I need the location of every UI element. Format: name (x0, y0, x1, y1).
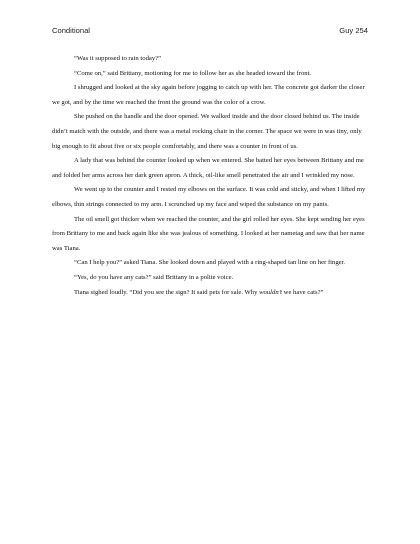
paragraph: She pushed on the handle and the door opened. We walked inside and the door closed behind us. The inside didn’t match with the outside, and there was a metal rocking chair in the corner. The space we were in was tiny, only big enough to fit about five or six people comfortably, and there was a counter in front of us. (52, 113, 362, 150)
body-text (52, 52, 368, 300)
paragraph: We went up to the counter and I rested my elbows on the surface. It was cold and sticky, and when I lifted my elbows, thin strings connected to my arm. I scrunched up my face and wiped the substance on my pants. (52, 186, 366, 208)
header-author-page-number: Guy 254 (339, 26, 368, 35)
emphasized-word: wouldn’t (259, 288, 282, 296)
paragraph-last (52, 286, 368, 301)
paragraph: “Can I help you?” asked Tiana. She looked down and played with a ring-shaped tan line on her finger. (74, 259, 346, 267)
paragraph: “Was it supposed to rain today?” (74, 55, 162, 62)
paragraph-text: Tiana sighed loudly. “Did you see the sign? It said pets for sale. Why (74, 288, 260, 296)
paragraph: A lady that was behind the counter looked up when we entered. She batted her eyes between Brittany and me and folded her arms across her dark green apron. A thick, oil-like smell penetrated the air and I wrinkled my nose. (52, 157, 364, 179)
paragraph: The oil smell got thicker when we reached the counter, and the girl rolled her eyes. She kept sending her eyes from Brittany to me and back again like she was jealous of something. I looked at her nametag and saw that her name was Tiana. (52, 215, 365, 252)
paragraph: I shrugged and looked at the sky again before jogging to catch up with her. The concrete got darker the closer we got, and by the time we reached the front the ground was the color of a crow. (52, 84, 365, 106)
paragraph-text: we have cats?” (281, 288, 324, 296)
paragraph: “Come on,” said Brittany, motioning for me to follow her as she headed toward the front. (74, 69, 312, 77)
page-header (52, 26, 368, 38)
paragraph: “Yes, do you have any cats?” said Brittany in a polite voice. (74, 273, 234, 281)
header-title: Conditional (52, 26, 90, 35)
